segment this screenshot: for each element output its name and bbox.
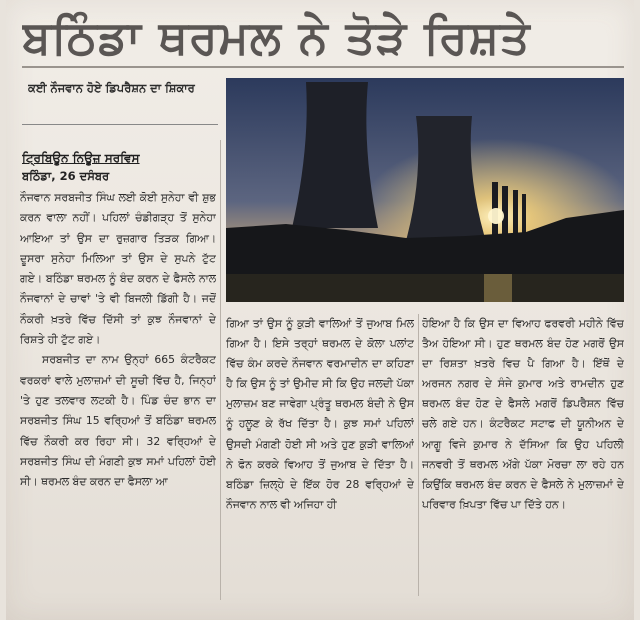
column-middle: [226, 314, 414, 596]
column-left: [20, 188, 216, 588]
paragraph: ਗਿਆ ਤਾਂ ਉਸ ਨੂੰ ਕੁੜੀ ਵਾਲਿਆਂ ਤੋਂ ਜੁਆਬ ਮਿਲ ਗਿਆ ਹੈ। ਇਸੇ ਤਰ੍ਹਾਂ ਥਰਮਲ ਦੇ ਕੋਲਾ ਪਲਾਂਟ ਵਿੱਚ ਕੰਮ ਕਰਦੇ ਨੌਜਵਾਨ ਵਰਮਾਦੀਨ ਦਾ ਕਹਿਣਾ ਹੈ ਕਿ ਉਸ ਨੂੰ ਤਾਂ ਉਮੀਦ ਸੀ ਕਿ ਉਹ ਜਲਦੀ ਪੱਕਾ ਮੁਲਾਜ਼ਮ ਬਣ ਜਾਵੇਗਾ ਪ੍ਰੰਤੂ ਥਰਮਲ ਬੰਦੀ ਨੇ ਉਸ ਨੂੰ ਹਲੂਣ ਕੇ ਰੱਖ ਦਿੱਤਾ ਹੈ। ਕੁਝ ਸਮਾਂ ਪਹਿਲਾਂ ਉਸਦੀ ਮੰਗਣੀ ਹੋਈ ਸੀ ਅਤੇ ਹੁਣ ਕੁੜੀ ਵਾਲਿਆਂ ਨੇ ਫੋਨ ਕਰਕੇ ਵਿਆਹ ਤੋਂ ਜੁਆਬ ਦੇ ਦਿੱਤਾ ਹੈ। ਬਠਿੰਡਾ ਜ਼ਿਲ੍ਹੇ ਦੇ ਇੱਕ ਹੋਰ 28 ਵਰ੍ਹਿਆਂ ਦੇ ਨੌਜਵਾਨ ਨਾਲ ਵੀ ਅਜਿਹਾ ਹੀ: [226, 317, 414, 511]
kicker-rule: [22, 124, 218, 125]
photo-illustration: [226, 78, 624, 302]
column-divider: [418, 314, 419, 596]
sun-reflection: [484, 274, 512, 302]
sun: [488, 208, 504, 224]
headline-rule: [22, 66, 624, 68]
column-right: [422, 314, 624, 596]
byline: ਟ੍ਰਿਬਿਊਨ ਨਿਊਜ਼ ਸਰਵਿਸ: [22, 151, 140, 165]
kicker: ਕਈ ਨੌਜਵਾਨ ਹੋਏ ਡਿਪਰੈਸ਼ਨ ਦਾ ਸ਼ਿਕਾਰ: [28, 81, 195, 95]
paragraph: ਹੋਇਆ ਹੈ ਕਿ ਉਸ ਦਾ ਵਿਆਹ ਫਰਵਰੀ ਮਹੀਨੇ ਵਿੱਚ ਤੈਅ ਹੋਇਆ ਸੀ। ਹੁਣ ਥਰਮਲ ਬੰਦ ਹੋਣ ਮਗਰੋਂ ਉਸ ਦਾ ਰਿਸ਼ਤਾ ਖ਼ਤਰੇ ਵਿਚ ਪੈ ਗਿਆ ਹੈ। ਇੱਥੋਂ ਦੇ ਅਰਜਨ ਨਗਰ ਦੇ ਸੰਜੇ ਕੁਮਾਰ ਅਤੇ ਰਾਮਦੀਨ ਹੁਣ ਥਰਮਲ ਬੰਦ ਹੋਣ ਦੇ ਫੈਸਲੇ ਮਗਰੋਂ ਡਿਪਰੈਸ਼ਨ ਵਿੱਚ ਚਲੇ ਗਏ ਹਨ। ਕੰਟਰੈਕਟ ਸਟਾਫ ਦੀ ਯੂਨੀਅਨ ਦੇ ਆਗੂ ਵਿਜੇ ਕੁਮਾਰ ਨੇ ਦੱਸਿਆ ਕਿ ਉਹ ਪਹਿਲੀ ਜਨਵਰੀ ਤੋਂ ਥਰਮਲ ਅੱਗੇ ਪੱਕਾ ਮੋਰਚਾ ਲਾ ਰਹੇ ਹਨ ਕਿਉਂਕਿ ਥਰਮਲ ਬੰਦ ਕਰਨ ਦੇ ਫੈਸਲੇ ਨੇ ਮੁਲਾਜ਼ਮਾਂ ਦੇ ਪਰਿਵਾਰ ਖ਼ਿਪਤਾ ਵਿੱਚ ਪਾ ਦਿੱਤੇ ਹਨ।: [422, 317, 624, 511]
cooling-towers-sunset-photo: [226, 78, 624, 302]
headline: ਬਠਿੰਡਾ ਥਰਮਲ ਨੇ ਤੋੜੇ ਰਿਸ਼ਤੇ: [22, 10, 531, 64]
column-divider: [220, 140, 221, 600]
dateline: ਬਠਿੰਡਾ, 26 ਦਸੰਬਰ: [22, 169, 110, 183]
paragraph: ਨੌਜਵਾਨ ਸਰਬਜੀਤ ਸਿੰਘ ਲਈ ਕੋਈ ਸੁਨੇਹਾ ਵੀ ਸ਼ੁਭ ਕਰਨ ਵਾਲਾ ਨਹੀਂ। ਪਹਿਲਾਂ ਚੰਡੀਗੜ੍ਹ ਤੋਂ ਸੁਨੇਹਾ ਆਇਆ ਤਾਂ ਉਸ ਦਾ ਰੁਜ਼ਗਾਰ ਤਿੜਕ ਗਿਆ। ਦੂਸਰਾ ਸੁਨੇਹਾ ਮਿਲਿਆ ਤਾਂ ਉਸ ਦੇ ਸੁਪਨੇ ਟੁੱਟ ਗਏ। ਬਠਿੰਡਾ ਥਰਮਲ ਨੂੰ ਬੰਦ ਕਰਨ ਦੇ ਫੈਸਲੇ ਨਾਲ ਨੌਜਵਾਨਾਂ ਦੇ ਚਾਵਾਂ 'ਤੇ ਵੀ ਬਿਜਲੀ ਡਿੱਗੀ ਹੈ। ਜਦੋਂ ਨੌਕਰੀ ਖ਼ਤਰੇ ਵਿੱਚ ਦਿੱਸੀ ਤਾਂ ਕੁਝ ਨੌਜਵਾਨਾਂ ਦੇ ਰਿਸ਼ਤੇ ਹੀ ਟੁੱਟ ਗਏ।: [20, 191, 216, 347]
paragraph: ਸਰਬਜੀਤ ਦਾ ਨਾਮ ਉਨ੍ਹਾਂ 665 ਕੰਟਰੈਕਟ ਵਰਕਰਾਂ ਵਾਲੇ ਮੁਲਾਜ਼ਮਾਂ ਦੀ ਸੂਚੀ ਵਿੱਚ ਹੈ, ਜਿਨ੍ਹਾਂ 'ਤੇ ਹੁਣ ਤਲਵਾਰ ਲਟਕੀ ਹੈ। ਪਿੰਡ ਚੰਦ ਭਾਨ ਦਾ ਸਰਬਜੀਤ ਸਿੰਘ 15 ਵਰ੍ਹਿਆਂ ਤੋਂ ਬਠਿੰਡਾ ਥਰਮਲ ਵਿੱਚ ਨੌਕਰੀ ਕਰ ਰਿਹਾ ਸੀ। 32 ਵਰ੍ਹਿਆਂ ਦੇ ਸਰਬਜੀਤ ਸਿੰਘ ਦੀ ਮੰਗਣੀ ਕੁਝ ਸਮਾਂ ਪਹਿਲਾਂ ਹੋਈ ਸੀ। ਥਰਮਲ ਬੰਦ ਕਰਨ ਦਾ ਫੈਸਲਾ ਆ: [20, 353, 216, 489]
